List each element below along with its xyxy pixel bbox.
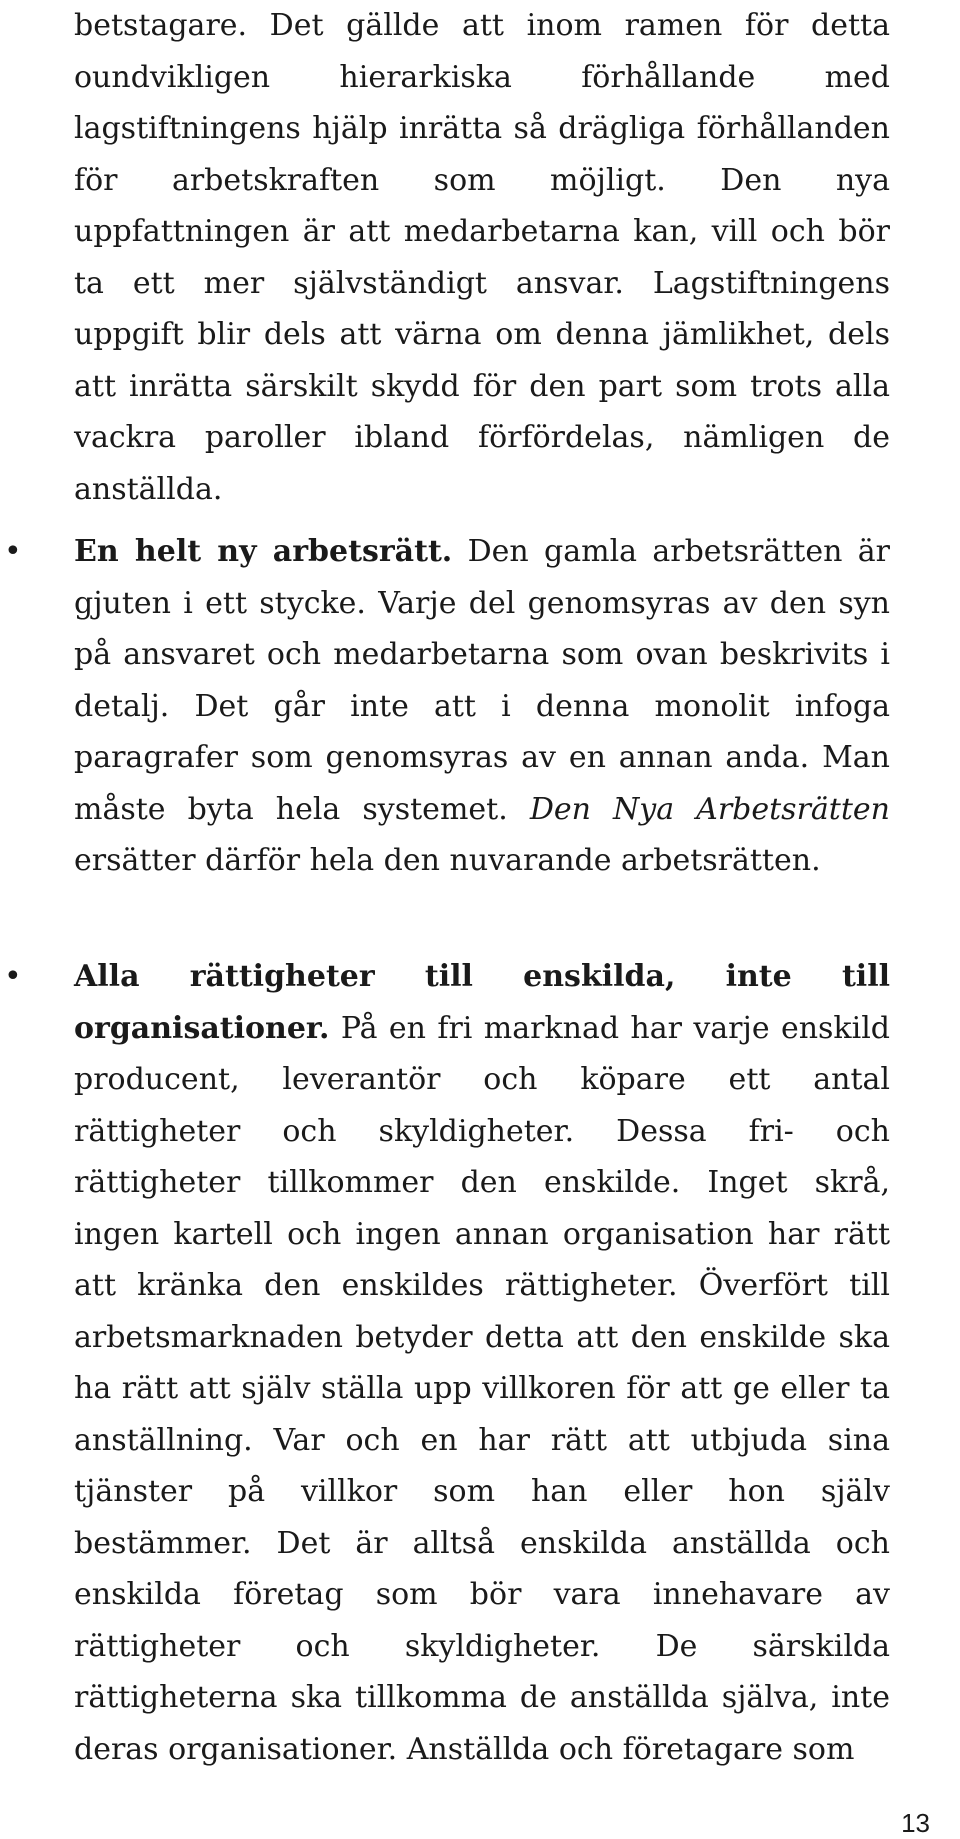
bullet-text: Den gamla arbetsrätten är gjuten i ett stycke. Varje del genomsyras av den syn på ansvaret och medarbetarna som ovan beskrivits i detalj. Det går inte att i denna monolit infoga paragrafer som genomsyras av en annan anda. Man måste byta hela systemet.: [74, 534, 890, 827]
bullet-lead: En helt ny arbetsrätt.: [74, 534, 453, 569]
bullet-icon: •: [4, 534, 22, 569]
bullet-emphasis: Den Nya Arbetsrätten: [529, 791, 890, 827]
bullet-item-rights-to-individuals: [4, 951, 890, 1775]
page-number: 13: [901, 1808, 930, 1838]
bullet-paragraph: [74, 526, 890, 887]
bullet-text-end: ersätter därför hela den nuvarande arbetsrätten.: [74, 843, 821, 878]
bullet-lead: Alla rättigheter till enskilda, inte till organisationer.: [74, 959, 890, 1046]
bullet-icon: •: [4, 959, 22, 994]
bullet-paragraph: [74, 951, 890, 1775]
intro-paragraph: betstagare. Det gällde att inom ramen för detta oundvikligen hierarkiska förhållande med lagstiftningens hjälp inrätta så drägliga förhållanden för arbetskraften som möjligt. Den nya uppfattningen är att medarbetarna kan, vill och bör ta ett mer självständigt ansvar. Lagstiftningens uppgift blir dels att värna om denna jämlikhet, dels att inrätta särskilt skydd för den part som trots alla vackra paroller ibland förfördelas, nämligen de anställda.: [74, 8, 890, 507]
bullet-text: På en fri marknad har varje enskild producent, leverantör och köpare ett antal rättigheter och skyldigheter. Dessa fri- och rättigheter tillkommer den enskilde. Inget skrå, ingen kartell och ingen annan organisation har rätt att kränka den enskildes rättigheter. Överfört till arbetsmarknaden betyder detta att den enskilde ska ha rätt att själv ställa upp villkoren för att ge eller ta anställning. Var och en har rätt att utbjuda sina tjänster på villkor som han eller hon själv bestämmer. Det är alltså enskilda anställda och enskilda företag som bör vara innehavare av rättigheter och skyldigheter. De särskilda rättigheterna ska tillkomma de anställda själva, inte deras organisationer. Anställda och företagare som: [74, 1010, 890, 1767]
bullet-item-new-labor-law: [4, 526, 890, 887]
